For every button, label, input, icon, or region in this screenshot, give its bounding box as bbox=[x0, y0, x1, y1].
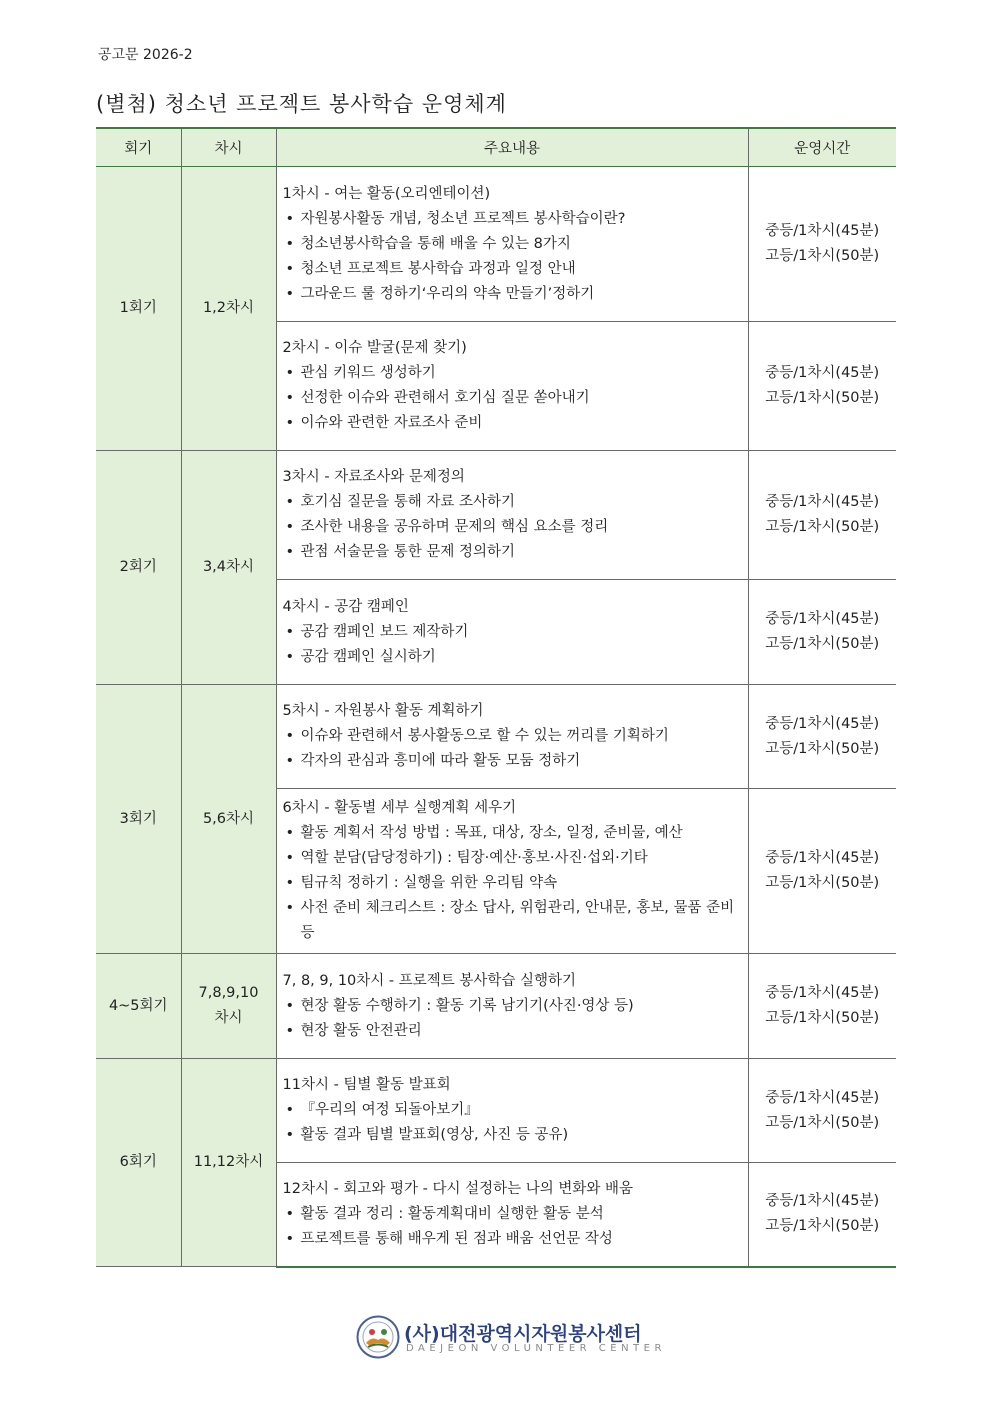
time-line: 고등/1차시(50분) bbox=[765, 519, 880, 535]
lesson-bullet: • 이슈와 관련한 자료조사 준비 bbox=[283, 411, 742, 436]
lesson-title: 4차시 - 공감 캠페인 bbox=[282, 598, 409, 615]
period-cell bbox=[181, 954, 276, 1059]
time-line: 고등/1차시(50분) bbox=[765, 740, 880, 757]
content-cell bbox=[276, 322, 748, 451]
lesson-bullet-list bbox=[283, 361, 742, 436]
time-line: 고등/1차시(50분) bbox=[765, 1010, 880, 1026]
lesson-bullet: • 공감 캠페인 보드 제작하기 bbox=[283, 620, 742, 645]
period-line: 1,2차시 bbox=[202, 300, 255, 316]
period-line: 5,6차시 bbox=[202, 810, 255, 827]
time-cell bbox=[748, 954, 896, 1059]
time-line: 고등/1차시(50분) bbox=[765, 1114, 880, 1131]
time-cell bbox=[748, 1163, 896, 1267]
time-line: 중등/1차시(45분) bbox=[765, 365, 880, 381]
lesson-bullet: • 『우리의 여정 되돌아보기』 bbox=[283, 1098, 742, 1123]
lesson-bullet: • 프로젝트를 통해 배우게 된 점과 배움 선언문 작성 bbox=[283, 1227, 742, 1252]
content-cell bbox=[276, 580, 748, 685]
session-cell: 4~5회기 bbox=[96, 954, 181, 1059]
header-period: 차시 bbox=[181, 128, 276, 167]
table-row bbox=[96, 1059, 896, 1163]
organization-name: (사)대전광역시자원봉사센터 bbox=[404, 1323, 642, 1345]
table-header-row bbox=[96, 128, 896, 167]
lesson-bullet: • 활동 결과 정리 : 활동계획대비 실행한 활동 분석 bbox=[283, 1202, 742, 1227]
content-cell bbox=[276, 451, 748, 580]
header-time: 운영시간 bbox=[748, 128, 896, 167]
period-line: 차시 bbox=[214, 1010, 243, 1026]
lesson-bullet: • 청소년 프로젝트 봉사학습 과정과 일정 안내 bbox=[283, 257, 742, 282]
lesson-bullet: • 선정한 이슈와 관련해서 호기심 질문 쏟아내기 bbox=[283, 386, 742, 411]
lesson-bullet: • 현장 활동 안전관리 bbox=[283, 1019, 742, 1044]
notice-number: 공고문 2026-2 bbox=[98, 47, 193, 63]
content-cell bbox=[276, 789, 748, 954]
time-line: 중등/1차시(45분) bbox=[765, 611, 880, 627]
lesson-bullet: • 팀규칙 정하기 : 실행을 위한 우리팀 약속 bbox=[283, 871, 742, 896]
time-line: 고등/1차시(50분) bbox=[765, 248, 880, 264]
content-cell bbox=[276, 685, 748, 789]
time-cell bbox=[748, 167, 896, 322]
lesson-bullet-list bbox=[283, 724, 742, 774]
session-cell: 1회기 bbox=[96, 167, 181, 451]
lesson-title: 12차시 - 회고와 평가 - 다시 설정하는 나의 변화와 배움 bbox=[282, 1180, 634, 1197]
lesson-bullet: • 이슈와 관련해서 봉사활동으로 할 수 있는 꺼리를 기획하기 bbox=[283, 724, 742, 749]
content-cell bbox=[276, 954, 748, 1059]
time-line: 고등/1차시(50분) bbox=[765, 390, 880, 406]
time-line: 중등/1차시(45분) bbox=[765, 850, 880, 866]
time-line: 중등/1차시(45분) bbox=[765, 494, 880, 510]
time-line: 중등/1차시(45분) bbox=[765, 715, 880, 732]
lesson-title: 3차시 - 자료조사와 문제정의 bbox=[282, 469, 465, 485]
lesson-bullet: • 현장 활동 수행하기 : 활동 기록 남기기(사진·영상 등) bbox=[283, 994, 742, 1019]
period-cell bbox=[181, 167, 276, 451]
lesson-bullet: • 조사한 내용을 공유하며 문제의 핵심 요소를 정리 bbox=[283, 515, 742, 540]
table-row bbox=[96, 954, 896, 1059]
time-line: 중등/1차시(45분) bbox=[765, 985, 880, 1001]
period-cell bbox=[181, 685, 276, 954]
lesson-bullet: • 그라운드 룰 정하기‘우리의 약속 만들기’정하기 bbox=[283, 282, 742, 307]
table-row bbox=[96, 167, 896, 322]
lesson-bullet-list bbox=[283, 620, 742, 670]
lesson-bullet: • 공감 캠페인 실시하기 bbox=[283, 645, 742, 670]
lesson-bullet-list bbox=[283, 1202, 742, 1252]
lesson-bullet: • 청소년봉사학습을 통해 배울 수 있는 8가지 bbox=[283, 232, 742, 257]
lesson-title: 1차시 - 여는 활동(오리엔테이션) bbox=[282, 185, 491, 202]
lesson-bullet-list bbox=[283, 821, 742, 946]
time-cell bbox=[748, 580, 896, 685]
time-line: 중등/1차시(45분) bbox=[765, 223, 880, 239]
header-session: 회기 bbox=[96, 128, 181, 167]
volunteer-center-emblem-icon bbox=[356, 1315, 400, 1359]
session-cell: 2회기 bbox=[96, 451, 181, 685]
content-cell bbox=[276, 1059, 748, 1163]
document-title: (별첨) 청소년 프로젝트 봉사학습 운영체계 bbox=[96, 92, 507, 116]
content-cell bbox=[276, 167, 748, 322]
session-cell: 6회기 bbox=[96, 1059, 181, 1267]
lesson-bullet-list bbox=[283, 994, 742, 1044]
lesson-bullet: • 관심 키워드 생성하기 bbox=[283, 361, 742, 386]
lesson-bullet: • 사전 준비 체크리스트 : 장소 답사, 위험관리, 안내문, 홍보, 물품 준비 등 bbox=[283, 896, 742, 946]
header-content: 주요내용 bbox=[276, 128, 748, 167]
organization-name-english: DAEJEON VOLUNTEER CENTER bbox=[406, 1343, 666, 1354]
lesson-bullet: • 자원봉사활동 개념, 청소년 프로젝트 봉사학습이란? bbox=[283, 207, 742, 232]
table-body bbox=[96, 167, 896, 1267]
period-cell bbox=[181, 1059, 276, 1267]
time-cell bbox=[748, 789, 896, 954]
lesson-bullet: • 활동 계획서 작성 방법 : 목표, 대상, 장소, 일정, 준비물, 예산 bbox=[283, 821, 742, 846]
time-line: 고등/1차시(50분) bbox=[765, 636, 880, 652]
lesson-title: 11차시 - 팀별 활동 발표회 bbox=[282, 1077, 451, 1093]
time-cell bbox=[748, 322, 896, 451]
lesson-bullet: • 활동 결과 팀별 발표회(영상, 사진 등 공유) bbox=[283, 1123, 742, 1148]
lesson-bullet-list bbox=[283, 207, 742, 307]
lesson-bullet: • 각자의 관심과 흥미에 따라 활동 모둠 정하기 bbox=[283, 749, 742, 774]
lesson-bullet: • 관점 서술문을 통한 문제 정의하기 bbox=[283, 540, 742, 565]
session-cell: 3회기 bbox=[96, 685, 181, 954]
time-cell bbox=[748, 1059, 896, 1163]
period-line: 7,8,9,10 bbox=[198, 985, 259, 1001]
period-line: 3,4차시 bbox=[202, 559, 255, 575]
time-line: 중등/1차시(45분) bbox=[765, 1193, 880, 1210]
time-cell bbox=[748, 685, 896, 789]
table-row bbox=[96, 451, 896, 580]
time-line: 중등/1차시(45분) bbox=[765, 1089, 880, 1106]
operation-plan-table bbox=[96, 127, 896, 1268]
lesson-bullet-list bbox=[283, 1098, 742, 1148]
time-line: 고등/1차시(50분) bbox=[765, 1218, 880, 1235]
lesson-title: 2차시 - 이슈 발굴(문제 찾기) bbox=[282, 340, 467, 356]
lesson-title: 7, 8, 9, 10차시 - 프로젝트 봉사학습 실행하기 bbox=[282, 972, 577, 989]
period-line: 11,12차시 bbox=[193, 1154, 264, 1170]
time-line: 고등/1차시(50분) bbox=[765, 875, 880, 891]
lesson-title: 6차시 - 활동별 세부 실행계획 세우기 bbox=[282, 800, 517, 816]
lesson-title: 5차시 - 자원봉사 활동 계획하기 bbox=[282, 703, 484, 719]
period-cell bbox=[181, 451, 276, 685]
content-cell bbox=[276, 1163, 748, 1267]
lesson-bullet-list bbox=[283, 490, 742, 565]
lesson-bullet: • 호기심 질문을 통해 자료 조사하기 bbox=[283, 490, 742, 515]
time-cell bbox=[748, 451, 896, 580]
table-row bbox=[96, 685, 896, 789]
lesson-bullet: • 역할 분담(담당정하기) : 팀장·예산·홍보·사진·섭외·기타 bbox=[283, 846, 742, 871]
